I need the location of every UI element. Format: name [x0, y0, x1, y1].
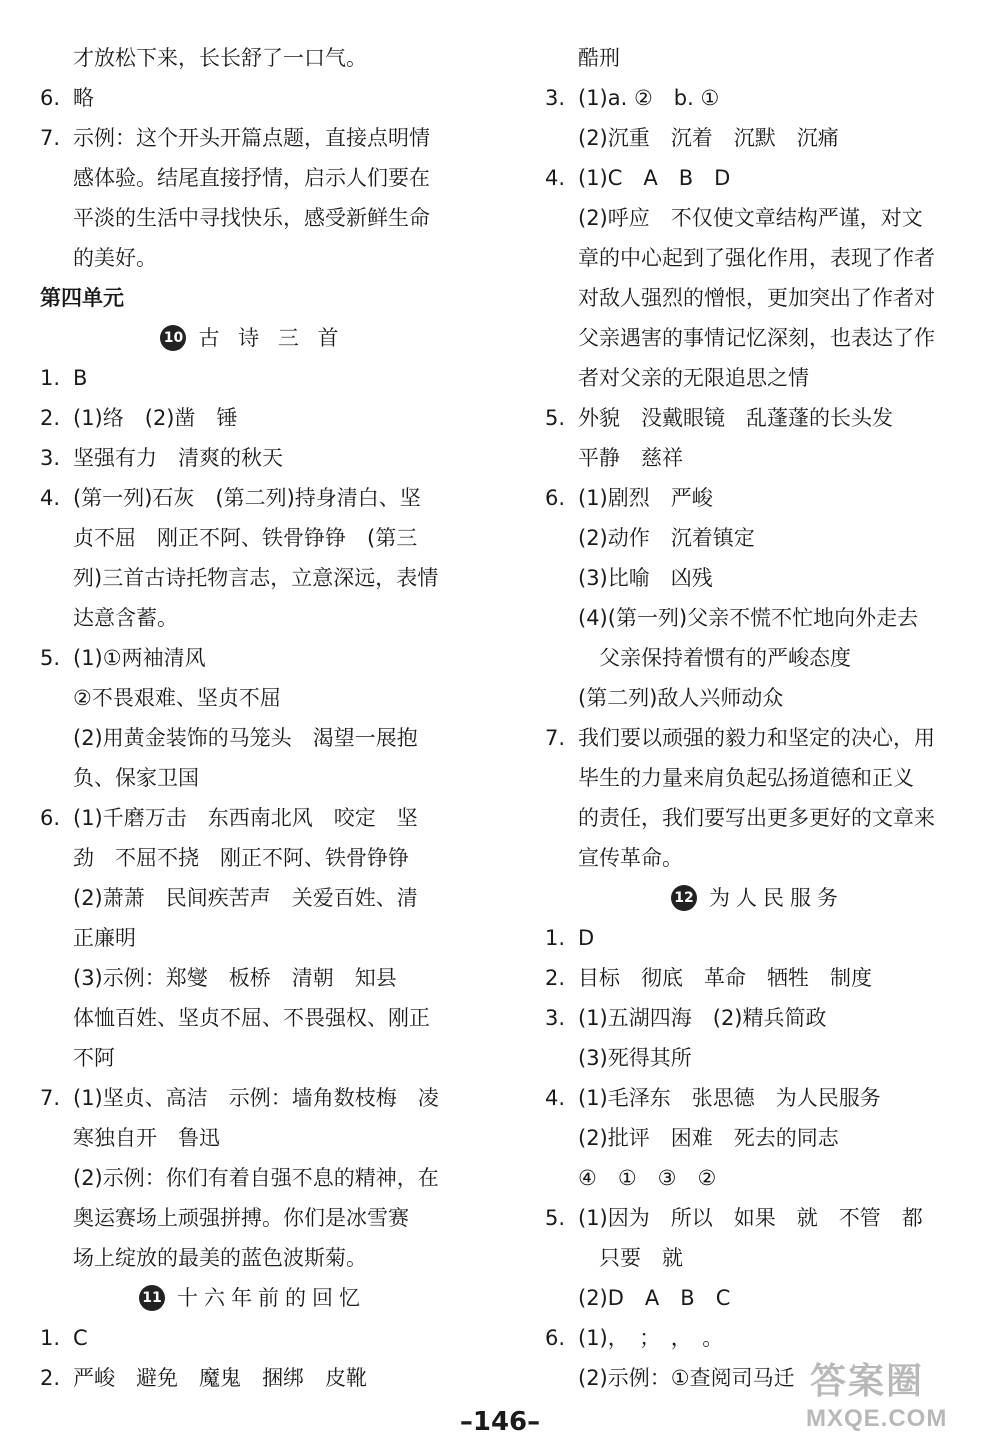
answer-text: 父亲保持着惯有的严峻态度: [578, 646, 851, 670]
answer-line: [545, 118, 839, 158]
answer-text: (2)萧萧 民间疾苦声 关爱百姓、清: [73, 886, 418, 910]
answer-text: 贞不屈 刚正不阿、铁骨铮铮 (第三: [73, 526, 418, 550]
lesson-number-badge: 11: [139, 1285, 165, 1311]
answer-line: [545, 38, 620, 78]
answer-text: 严峻 避免 魔鬼 捆绑 皮靴: [73, 1366, 367, 1390]
answer-text: 父亲遇害的事情记忆深刻，也表达了作: [578, 326, 935, 350]
answer-line: [40, 998, 430, 1038]
answer-text: 不阿: [73, 1046, 115, 1070]
answer-line: [40, 38, 367, 78]
question-number: 4.: [545, 166, 566, 190]
answer-line: [40, 398, 238, 438]
answer-text: 列)三首古诗托物言志，立意深远，表情: [73, 566, 439, 590]
question-number: 7.: [40, 1086, 61, 1110]
answer-line: [545, 1118, 839, 1158]
lesson-10-title: [40, 318, 465, 358]
answer-text: 毕生的力量来肩负起弘扬道德和正义: [578, 766, 914, 790]
answer-line: [545, 198, 923, 238]
answer-line: [40, 598, 178, 638]
answer-text: 平静 慈祥: [578, 446, 683, 470]
answer-line: [545, 478, 713, 518]
unit-heading: 第四单元: [40, 286, 124, 310]
lesson-11-title: [40, 1278, 465, 1318]
answer-text: (2)示例：①查阅司马迁: [578, 1366, 795, 1390]
question-number: 5.: [545, 1206, 566, 1230]
answer-text: D: [578, 926, 595, 950]
question-number: 3.: [545, 86, 566, 110]
answer-line: [545, 958, 872, 998]
answer-text: (3)比喻 凶残: [578, 566, 713, 590]
answer-line: [40, 1038, 115, 1078]
answer-text: 体恤百姓、坚贞不屈、不畏强权、刚正: [73, 1006, 430, 1030]
answer-line: [40, 438, 283, 478]
answer-line: [545, 1038, 692, 1078]
lesson-12-title: [545, 878, 970, 918]
answer-text: 目标 彻底 革命 牺牲 制度: [578, 966, 872, 990]
answer-text: 示例：这个开头开篇点题，直接点明情: [73, 126, 430, 150]
answer-line: [545, 838, 683, 878]
question-number: 6.: [545, 1326, 566, 1350]
answer-text: 的责任，我们要写出更多更好的文章来: [578, 806, 935, 830]
answer-line: [40, 1198, 409, 1238]
answer-text: 正廉明: [73, 926, 136, 950]
answer-line: [40, 358, 87, 398]
answer-text: (2)沉重 沉着 沉默 沉痛: [578, 126, 839, 150]
answer-text: (2)示例：你们有着自强不息的精神，在: [73, 1166, 439, 1190]
answer-line: [545, 1158, 716, 1198]
answer-line: [40, 1078, 439, 1118]
answer-text: ②不畏艰难、坚贞不屈: [73, 686, 281, 710]
answer-text: 寒独自开 鲁迅: [73, 1126, 220, 1150]
question-number: 5.: [545, 406, 566, 430]
answer-line: [545, 1198, 923, 1238]
question-number: 4.: [40, 486, 61, 510]
answer-line: [545, 78, 719, 118]
answer-line: [40, 478, 421, 518]
answer-line: [40, 238, 157, 278]
answer-text: (4)(第一列)父亲不慌不忙地向外走去: [578, 606, 919, 630]
answer-line: [40, 558, 438, 598]
answer-text: 对敌人强烈的憎恨，更加突出了作者对: [578, 286, 935, 310]
answer-text: (2)批评 困难 死去的同志: [578, 1126, 839, 1150]
answer-line: [545, 598, 918, 638]
question-number: 2.: [545, 966, 566, 990]
answer-line: [40, 118, 430, 158]
answer-text: (1)剧烈 严峻: [578, 486, 713, 510]
answer-text: (1)a. ② b. ①: [578, 86, 720, 110]
answer-line: [40, 638, 206, 678]
answer-text: ④ ① ③ ②: [578, 1166, 717, 1190]
lesson-title: 古 诗 三 首: [198, 326, 345, 350]
answer-line: [40, 518, 417, 558]
question-number: 1.: [40, 366, 61, 390]
question-number: 7.: [545, 726, 566, 750]
answer-text: (第二列)敌人兴师动众: [578, 686, 784, 710]
answer-text: (1)络 (2)凿 锤: [73, 406, 238, 430]
answer-text: 感体验。结尾直接抒情，启示人们要在: [73, 166, 430, 190]
answer-line: [40, 1158, 439, 1198]
answer-text: 平淡的生活中寻找快乐，感受新鲜生命: [73, 206, 430, 230]
answer-line: [40, 958, 397, 998]
answer-text: 负、保家卫国: [73, 766, 199, 790]
lesson-title: 为人民服务: [709, 886, 844, 910]
answer-line: [545, 518, 755, 558]
answer-line: [40, 798, 418, 838]
answer-text: 略: [73, 86, 94, 110]
answer-text: 酷刑: [578, 46, 620, 70]
answer-text: (2)用黄金装饰的马笼头 渴望一展抱: [73, 726, 418, 750]
answer-line: [40, 78, 94, 118]
question-number: 1.: [40, 1326, 61, 1350]
answer-line: [545, 1278, 730, 1318]
answer-text: (2)动作 沉着镇定: [578, 526, 755, 550]
answer-text: (2)D A B C: [578, 1286, 731, 1310]
answer-line: [545, 918, 594, 958]
answer-line: [545, 638, 851, 678]
answer-text: (第一列)石灰 (第二列)持身清白、坚: [73, 486, 421, 510]
answer-line: [545, 998, 827, 1038]
watermark-url: MXQE.COM: [806, 1405, 948, 1432]
answer-line: [545, 1078, 881, 1118]
answer-line: [545, 398, 893, 438]
question-number: 6.: [40, 86, 61, 110]
answer-text: 坚强有力 清爽的秋天: [73, 446, 283, 470]
page-number: –146–: [459, 1407, 541, 1437]
answer-text: 只要 就: [578, 1246, 683, 1270]
answer-line: [40, 1238, 367, 1278]
answer-line: [545, 718, 935, 758]
answer-text: (3)死得其所: [578, 1046, 692, 1070]
answer-text: 宣传革命。: [578, 846, 683, 870]
answer-text: (1)毛泽东 张思德 为人民服务: [578, 1086, 881, 1110]
answer-line: [40, 678, 281, 718]
question-number: 6.: [40, 806, 61, 830]
answer-text: 外貌 没戴眼镜 乱蓬蓬的长头发: [578, 406, 893, 430]
answer-line: [545, 1358, 795, 1398]
answer-text: 达意含蓄。: [73, 606, 178, 630]
answer-text: 才放松下来，长长舒了一口气。: [73, 46, 367, 70]
answer-text: 奥运赛场上顽强拼搏。你们是冰雪赛: [73, 1206, 409, 1230]
answer-line: [40, 158, 430, 198]
answer-text: (1)因为 所以 如果 就 不管 都: [578, 1206, 923, 1230]
lesson-number-badge: 10: [160, 325, 186, 351]
answer-line: [40, 718, 418, 758]
answer-line: [545, 1318, 723, 1358]
answer-text: 章的中心起到了强化作用，表现了作者: [578, 246, 935, 270]
answer-line: [40, 878, 418, 918]
answer-line: [40, 1318, 88, 1358]
lesson-title: 十六年前的回忆: [177, 1286, 366, 1310]
answer-text: B: [73, 366, 88, 390]
answer-line: [545, 358, 809, 398]
question-number: 5.: [40, 646, 61, 670]
watermark-text: 答案圈: [810, 1360, 925, 1401]
answer-line: [545, 558, 713, 598]
answer-text: C: [73, 1326, 88, 1350]
question-number: 4.: [545, 1086, 566, 1110]
question-number: 6.: [545, 486, 566, 510]
answer-line: [545, 758, 914, 798]
question-number: 3.: [40, 446, 61, 470]
lesson-number-badge: 12: [671, 885, 697, 911]
answer-line: [545, 438, 683, 478]
answer-line: [545, 1238, 683, 1278]
answer-text: 我们要以顽强的毅力和坚定的决心，用: [578, 726, 935, 750]
answer-text: 劲 不屈不挠 刚正不阿、铁骨铮铮: [73, 846, 409, 870]
answer-text: (1)坚贞、高洁 示例：墙角数枝梅 凌: [73, 1086, 439, 1110]
question-number: 1.: [545, 926, 566, 950]
answer-line: [545, 318, 935, 358]
watermark-logo: [800, 1353, 990, 1441]
answer-text: (2)呼应 不仅使文章结构严谨，对文: [578, 206, 923, 230]
answer-line: [40, 758, 199, 798]
answer-text: (1)C A B D: [578, 166, 731, 190]
answer-line: [40, 1358, 367, 1398]
answer-text: (1)千磨万击 东西南北风 咬定 坚: [73, 806, 418, 830]
answer-text: (1)五湖四海 (2)精兵简政: [578, 1006, 827, 1030]
answer-text: (1)①两袖清风: [73, 646, 206, 670]
question-number: 2.: [40, 406, 61, 430]
answer-text: 者对父亲的无限追思之情: [578, 366, 809, 390]
answer-line: [545, 278, 935, 318]
answer-line: [40, 918, 136, 958]
answer-text: 场上绽放的最美的蓝色波斯菊。: [73, 1246, 367, 1270]
answer-line: [545, 238, 935, 278]
answer-line: [40, 838, 409, 878]
answer-line: [545, 678, 783, 718]
answer-line: [40, 1118, 220, 1158]
question-number: 7.: [40, 126, 61, 150]
answer-text: (3)示例：郑燮 板桥 清朝 知县: [73, 966, 397, 990]
answer-text: (1)， ； ， 。: [578, 1326, 724, 1350]
answer-line: [545, 158, 730, 198]
answer-line: [545, 798, 935, 838]
question-number: 2.: [40, 1366, 61, 1390]
answer-text: 的美好。: [73, 246, 157, 270]
answer-line: [40, 198, 430, 238]
question-number: 3.: [545, 1006, 566, 1030]
